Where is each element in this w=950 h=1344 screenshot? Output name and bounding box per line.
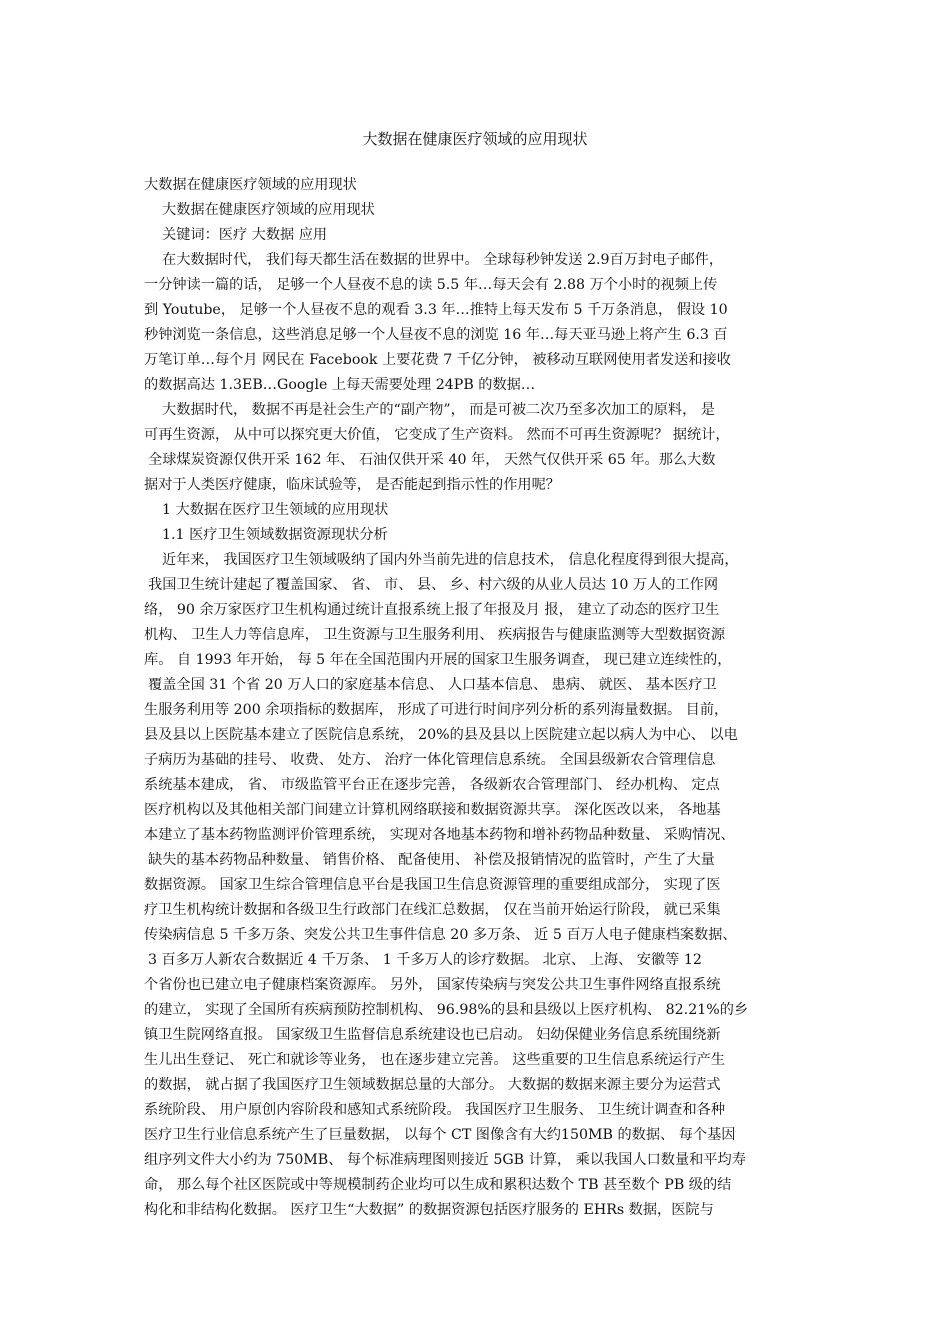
paragraph-line: 子病历为基础的挂号、 收费、 处方、 治疗一体化管理信息系统。 全国县级新农合管理信息 (144, 752, 716, 768)
paragraph-line: 生服务利用等 200 余项指标的数据库， 形成了可进行时间序列分析的系列海量数据。 目前， (144, 702, 729, 718)
paragraph-line: 个省份也已建立电子健康档案资源库。 另外， 国家传染病与突发公共卫生事件网络直报系统 (144, 977, 721, 993)
paragraph-line: 全球煤炭资源仅供开采 162 年、 石油仅供开采 40 年， 天然气仅供开采 65 年。那么大数 (148, 452, 716, 468)
paragraph-line: 系统基本建成， 省、 市级监管平台正在逐步完善， 各级新农合管理部门、 经办机构、 定点 (144, 777, 720, 793)
paragraph-line: 一分钟读一篇的话， 足够一个人昼夜不息的读 5.5 年…每天会有 2.88 万个小时的视频上传 (144, 277, 718, 293)
paragraph-line: 可再生资源， 从中可以探究更大价值， 它变成了生产资料。 然而不可再生资源呢？ 据统计， (144, 427, 730, 443)
paragraph-line: 3 百多万人新农合数据近 4 千万条、 1 千多万人的诊疗数据。 北京、 上海、 安徽等 12 (148, 952, 702, 968)
paragraph-line: 县及县以上医院基本建立了医院信息系统， 20%的县及县以上医院建立起以病人为中心、 以电 (144, 727, 738, 743)
paragraph-line: 构化和非结构化数据。 医疗卫生“大数据” 的数据资源包括医疗服务的 EHRs 数据，医院与 (144, 1202, 714, 1218)
section-heading: 1 大数据在医疗卫生领域的应用现状 (162, 502, 389, 518)
paragraph-line: 医疗机构以及其他相关部门间建立计算机网络联接和数据资源共享。 深化医改以来， 各地基 (144, 802, 721, 818)
paragraph-line: 组序列文件大小约为 750MB、 每个标准病理图则接近 5GB 计算， 乘以我国人口数量和平均寿 (144, 1152, 746, 1168)
paragraph-line: 的数据， 就占据了我国医疗卫生领域数据总量的大部分。 大数据的数据来源主要分为运营式 (144, 1077, 721, 1093)
paragraph-line: 大数据在健康医疗领域的应用现状 (162, 202, 375, 218)
document-body (144, 173, 824, 1223)
paragraph-line: 的建立， 实现了全国所有疾病预防控制机构、 96.98%的县和县级以上医疗机构、 82.21%的乡 (144, 1002, 749, 1018)
paragraph-line: 我国卫生统计建起了覆盖国家、 省、 市、 县、 乡、村六级的从业人员达 10 万人的工作网 (148, 577, 719, 593)
paragraph-line: 络， 90 余万家医疗卫生机构通过统计直报系统上报了年报及月 报， 建立了动态的医疗卫生 (144, 602, 720, 618)
paragraph-line: 医疗卫生行业信息系统产生了巨量数据， 以每个 CT 图像含有大约150MB 的数据、 每个基因 (144, 1127, 736, 1143)
subsection-heading: 1.1 医疗卫生领域数据资源现状分析 (162, 527, 388, 543)
paragraph-line: 近年来， 我国医疗卫生领域吸纳了国内外当前先进的信息技术， 信息化程度得到很大提高， (162, 552, 739, 568)
paragraph-line: 万笔订单…每个月 网民在 Facebook 上要花费 7 千亿分钟， 被移动互联网使用者发送和接收 (144, 352, 731, 368)
paragraph-line: 系统阶段、 用户原创内容阶段和感知式系统阶段。 我国医疗卫生服务、 卫生统计调查和各种 (144, 1102, 726, 1118)
paragraph-line: 在大数据时代， 我们每天都生活在数据的世界中。 全球每秒钟发送 2.9百万封电子邮件， (162, 252, 724, 268)
paragraph-line: 大数据时代， 数据不再是社会生产的“副产物”， 而是可被二次乃至多次加工的原料， 是 (162, 402, 715, 418)
paragraph-line: 镇卫生院网络直报。 国家级卫生监督信息系统建设也已启动。 妇幼保健业务信息系统围绕新 (144, 1027, 721, 1043)
paragraph-line: 机构、 卫生人力等信息库， 卫生资源与卫生服务利用、 疾病报告与健康监测等大型数据资源 (144, 627, 726, 643)
paragraph-line: 缺失的基本药物品种数量、 销售价格、 配备使用、 补偿及报销情况的监管时，产生了大量 (148, 852, 715, 868)
paragraph-line: 秒钟浏览一条信息，这些消息足够一个人昼夜不息的浏览 16 年…每天亚马逊上将产生 6.3 百 (144, 327, 728, 343)
paragraph-line: 库。 自 1993 年开始， 每 5 年在全国范围内开展的国家卫生服务调查， 现已建立连续性的， (144, 652, 732, 668)
paragraph-line: 的数据高达 1.3EB…Google 上每天需要处理 24PB 的数据… (144, 377, 536, 393)
paragraph-line: 数据资源。 国家卫生综合管理信息平台是我国卫生信息资源管理的重要组成部分， 实现了医 (144, 877, 721, 893)
paragraph-line: 命， 那么每个社区医院或中等规模制药企业均可以生成和累积达数个 TB 甚至数个 PB 级的结 (144, 1177, 732, 1193)
paragraph-line: 到 Youtube， 足够一个人昼夜不息的观看 3.3 年…推特上每天发布 5 千万条消息， 假设 10 (144, 302, 728, 318)
paragraph-line: 据对于人类医疗健康，临床试验等， 是否能起到指示性的作用呢？ (144, 477, 560, 493)
paragraph-line: 疗卫生机构统计数据和各级卫生行政部门在线汇总数据， 仅在当前开始运行阶段， 就已采集 (144, 902, 721, 918)
paragraph-line: 本建立了基本药物监测评价管理系统， 实现对各地基本药物和增补药物品种数量、 采购情况、 (144, 827, 735, 843)
document-subtitle: 大数据在健康医疗领域的应用现状 (144, 177, 357, 193)
paragraph-line: 传染病信息 5 千多万条、突发公共卫生事件信息 20 多万条、 近 5 百万人电子健康档案数据、 (144, 927, 737, 943)
paragraph-line: 覆盖全国 31 个省 20 万人口的家庭基本信息、 人口基本信息、 患病、 就医、 基本医疗卫 (148, 677, 717, 693)
keywords-line: 关键词：医疗 大数据 应用 (162, 227, 328, 243)
paragraph-line: 生儿出生登记、 死亡和就诊等业务， 也在逐步建立完善。 这些重要的卫生信息系统运行产生 (144, 1052, 726, 1068)
page-title: 大数据在健康医疗领域的应用现状 (362, 130, 588, 148)
